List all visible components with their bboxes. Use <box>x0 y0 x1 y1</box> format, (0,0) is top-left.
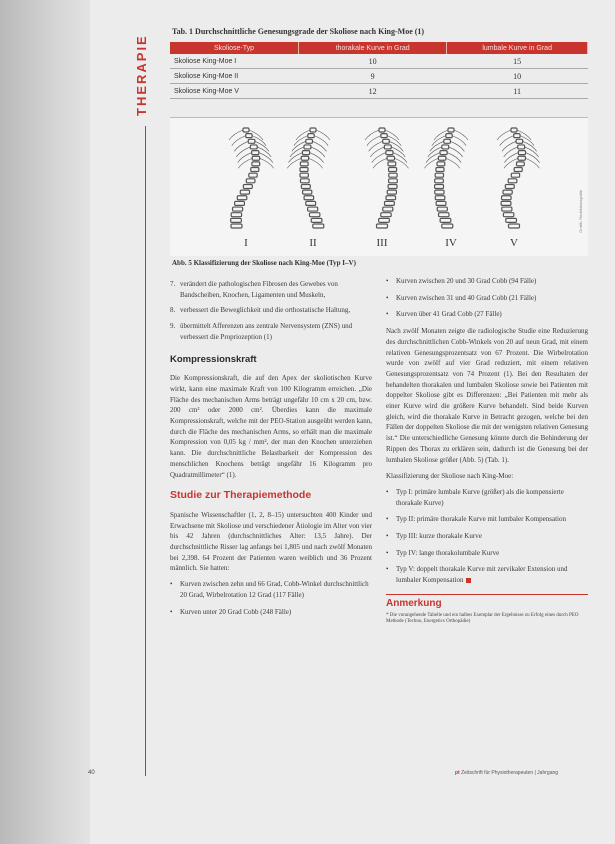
page-footer <box>455 770 558 776</box>
vertebra <box>435 173 443 177</box>
bullet-icon: • <box>386 487 389 496</box>
page-number: 40 <box>88 770 95 776</box>
vertebra <box>306 201 316 205</box>
vertebra <box>514 168 522 172</box>
heading-kompressionskraft: Kompressionskraft <box>170 353 257 365</box>
vertebra <box>237 196 247 200</box>
section-rule <box>145 126 146 776</box>
table-row <box>170 69 588 84</box>
vertebra <box>444 139 451 143</box>
list-item <box>386 514 588 525</box>
list-item-text: Typ V: doppelt thorakale Kurve mit zervikaler Extension und lumbaler Kompensation <box>396 565 568 585</box>
bullet-icon: • <box>386 293 389 302</box>
list-item <box>386 531 588 542</box>
item-text: verändert die pathologischen Fibrosen des Gewebes von Bandscheiben, Knochen, Ligamenten und Muskeln, <box>180 280 338 299</box>
vertebra <box>436 201 446 205</box>
table-caption: Tab. 1 Durchschnittliche Genesungsgrade der Skoliose nach King-Moe (1) <box>172 27 425 36</box>
footer-prefix: pt <box>455 770 460 776</box>
vertebra <box>435 179 444 183</box>
vertebra <box>300 173 308 177</box>
vertebra <box>311 218 322 222</box>
vertebra <box>438 156 445 160</box>
bullet-icon: • <box>386 548 389 557</box>
vertebra <box>435 184 444 188</box>
vertebra <box>386 196 396 200</box>
item-number: 7. <box>170 280 176 288</box>
table-cell: Skoliose King-Moe V <box>170 84 299 99</box>
spine-drawing <box>287 128 330 228</box>
list-item-text: Kurven zwischen 20 und 30 Grad Cobb (94 Fälle) <box>396 277 537 285</box>
item-number: 9. <box>170 322 176 331</box>
vertebra <box>246 179 255 183</box>
vertebra <box>235 201 245 205</box>
note-text: * Die vorangehende Tabelle und ein halbes Exemplar der Ergebnisse zu Erfolg eines durch PEO Methode (Techno, Energetics Orthopädie) <box>386 612 579 625</box>
vertebra <box>300 168 308 172</box>
list-item-text: Typ I: primäre lumbale Kurve (größer) als die kompensierte thorakale Kurve) <box>396 487 564 507</box>
vertebra <box>383 207 393 211</box>
vertebra <box>437 162 445 166</box>
vertebra <box>387 190 396 194</box>
table-header: lumbale Kurve in Grad <box>447 42 588 54</box>
vertebra <box>246 134 252 138</box>
list-item <box>170 579 372 600</box>
table-header-row <box>170 42 588 54</box>
numbered-item <box>170 305 372 316</box>
item-text: verbessert die Beweglichkeit und die orthostatische Haltung, <box>180 306 351 315</box>
vertebra <box>516 139 523 143</box>
spine-drawings <box>229 128 540 228</box>
list-item <box>386 564 588 585</box>
spine-drawing <box>229 128 274 228</box>
list-item-text: Typ II: primäre thorakale Kurve mit lumbaler Kompensation <box>396 515 566 524</box>
numbered-item <box>170 321 372 342</box>
figure-caption: Abb. 5 Klassifizierung der Skoliose nach King-Moe (Typ I–V) <box>172 259 356 267</box>
vertebra <box>388 184 397 188</box>
vertebra <box>502 207 512 211</box>
bullet-icon: • <box>170 607 173 616</box>
spine-drawing <box>497 128 540 228</box>
bullet-icon: • <box>386 277 389 285</box>
vertebra <box>386 151 393 155</box>
vertebra <box>304 196 314 200</box>
bullet-icon: • <box>170 580 173 589</box>
vertebra <box>511 173 519 177</box>
table-cell: 10 <box>447 69 588 84</box>
vertebra <box>387 156 394 160</box>
vertebra <box>436 168 444 172</box>
vertebra <box>381 213 391 217</box>
list-item-text: Kurven zwischen zehn und 66 Grad, Cobb-Winkel durchschnittlich 20 Grad, Wirbelrotation 12 Grad (117 Fälle) <box>180 580 369 599</box>
classification-title: Klassifizierung der Skoliose nach King-Moe: <box>386 472 514 481</box>
vertebra <box>503 190 512 194</box>
table-header: thorakale Kurve in Grad <box>299 42 447 54</box>
spine-label-4: IV <box>445 237 457 249</box>
spine-drawing <box>365 128 409 228</box>
vertebra <box>301 184 310 188</box>
vertebra <box>301 156 308 160</box>
vertebra <box>251 168 259 172</box>
kompression-paragraph: Die Kompressionskraft, die auf den Apex der skoliotischen Kurve wirkt, kann eine maximale Kraft von 100 Kilogramm erreichen. „Die Fläche des mechanischen Arms beträgt ungefähr 10 cm x 20 cm, bzw. 200 cm² oder 2000 cm². Überdies kann die maximale Kompressionskraft, welche mit der PEO-Station ausgeübt werden kann, durch die Fläche des mechanischen Arms, so erhält man die maximale Kompression von 0,05 kg / mm², der man den Knochen unterziehen kann. Die durchschnittliche Belastbarkeit der Kompression des menschlichen Knochens beträgt ungefähr 16 Kilogramm pro Quadratmillimeter“ (1). <box>170 374 372 479</box>
vertebra <box>231 218 242 222</box>
figure-credit: Grafik: Redaktionsgrafik <box>578 190 583 233</box>
list-item-text: Typ III: kurze thorakale Kurve <box>396 532 482 541</box>
vertebra <box>383 139 390 143</box>
vertebra <box>506 218 517 222</box>
vertebra <box>514 134 520 138</box>
vertebra <box>388 162 396 166</box>
table-cell: 10 <box>299 54 447 69</box>
left-column <box>170 279 372 623</box>
vertebra <box>518 145 525 149</box>
vertebra <box>502 196 512 200</box>
item-number: 8. <box>170 306 176 315</box>
vertebra <box>309 213 319 217</box>
vertebra <box>518 156 525 160</box>
studie-paragraph: Spanische Wissenschaftler (1, 2, 8–15) untersuchten 400 Kinder und Erwachsene mit Skoliose und verschiedener Ätiologie im Alter von vier bis 42 Jahren (durchschnittliches Alter: 13,5 Jahre). Der durchschnittliche Risser lag anfangs bei 1,805 und nach zwölf Monaten bei 2,398. 64 Prozent der Patienten waren weiblich und 36 Prozent männlich. Sie hatten: <box>170 510 372 573</box>
note-heading: Anmerkung <box>386 597 442 609</box>
table-cell: Skoliose King-Moe II <box>170 69 299 84</box>
numbered-item <box>170 279 372 300</box>
vertebra <box>300 179 309 183</box>
list-item-text: Typ IV: lange thorakolumbale Kurve <box>396 548 500 557</box>
vertebra <box>384 201 394 205</box>
vertebra <box>518 151 525 155</box>
vertebra <box>511 128 517 132</box>
item-text: übermittelt Afferenzen ans zentrale Nervensystem (ZNS) und verbessert die Propriozeption (1) <box>180 322 353 341</box>
vertebra <box>446 134 452 138</box>
vertebra <box>240 190 249 194</box>
vertebra <box>389 168 397 172</box>
vertebra <box>442 145 449 149</box>
vertebra <box>252 151 259 155</box>
list-item <box>386 293 588 304</box>
spine-label-3: III <box>376 237 388 249</box>
bullet-icon: • <box>386 565 389 574</box>
list-item-text: Kurven unter 20 Grad Cobb (248 Fälle) <box>180 607 292 616</box>
vertebra <box>379 128 385 132</box>
vertebra <box>308 134 314 138</box>
spine-illustrations <box>170 118 588 256</box>
vertebra <box>313 224 324 228</box>
bullet-icon: • <box>386 532 389 541</box>
spine-label-1: I <box>244 237 248 249</box>
list-item <box>386 276 588 287</box>
footer-text: Zeitschrift für Physiotherapeuten | Jahrgang <box>461 770 559 776</box>
vertebra <box>250 145 257 149</box>
results-paragraph: Nach zwölf Monaten zeigte die radiologische Studie eine Reduzierung des durchschnittlichen Cobb-Winkels von 20 auf neun Grad, mit einem relativen Genesungsprozentsatz von 67 Prozent. Die Wirbelrotation wurde von zwölf auf vier Grad reduziert, mit einem relativen Genesungsprozentsatz von 74 Prozent (1). Bei den Resultaten der behandelten thorakalen und lumbalen Skoliose sowie bei Patienten mit doppelter Skoliose gibt es Differenzen: „Bei Patienten mit mehr als einer Kurve wird die größere Kurve behandelt. Sind beide Kurven gleich, wird die thorakale Kurve in Betracht gezogen, welche bei den Fällen der doppelten Skoliose die mit der wenigsten relativen Genesung ist.“ Die unterschiedliche Genesung könnte durch die Behinderung der Rippen des Thorax zu erklären sein, dadurch ist die Genesung bei der lumbalen Skoliose größer (Abb. 5) (Tab. 1). <box>386 327 588 464</box>
table-header: Skoliose-Typ <box>170 42 299 54</box>
vertebra <box>503 213 513 217</box>
table-cell: 11 <box>447 84 588 99</box>
vertebra <box>501 201 511 205</box>
table-row <box>170 84 588 99</box>
vertebra <box>508 179 517 183</box>
vertebra <box>300 162 308 166</box>
table-cell: 9 <box>299 69 447 84</box>
page-shadow-edge <box>0 0 90 844</box>
vertebra <box>308 207 318 211</box>
section-label: THERAPIE <box>134 34 149 116</box>
vertebra <box>252 162 260 166</box>
table-row <box>170 54 588 69</box>
heading-studie: Studie zur Therapiemethode <box>170 489 312 502</box>
vertebra <box>437 207 447 211</box>
vertebra <box>435 196 445 200</box>
list-item <box>386 487 588 508</box>
vertebra <box>377 224 388 228</box>
vertebra <box>442 224 453 228</box>
list-item <box>386 548 588 559</box>
vertebra <box>381 134 387 138</box>
spine-drawing <box>424 128 468 228</box>
vertebra <box>252 156 259 160</box>
vertebra <box>517 162 525 166</box>
spine-classification-figure <box>170 117 588 256</box>
list-item <box>170 607 372 618</box>
vertebra <box>440 218 451 222</box>
vertebra <box>233 207 243 211</box>
vertebra <box>448 128 454 132</box>
list-item-text: Kurven über 41 Grad Cobb (27 Fälle) <box>396 310 502 319</box>
end-mark-icon <box>466 578 471 583</box>
vertebra <box>505 184 514 188</box>
vertebra <box>231 213 241 217</box>
vertebra <box>306 139 313 143</box>
vertebra <box>440 151 447 155</box>
spine-label-5: V <box>510 237 518 249</box>
bullet-icon: • <box>386 310 389 319</box>
table-cell: Skoliose King-Moe I <box>170 54 299 69</box>
vertebra <box>310 128 316 132</box>
vertebra <box>231 224 242 228</box>
bullet-icon: • <box>386 515 389 524</box>
vertebra <box>379 218 390 222</box>
vertebra <box>243 128 249 132</box>
list-item-text: Kurven zwischen 31 und 40 Grad Cobb (21 Fälle) <box>396 293 537 302</box>
vertebra <box>509 224 520 228</box>
vertebra <box>389 179 398 183</box>
vertebra <box>439 213 449 217</box>
list-item <box>386 309 588 320</box>
vertebra <box>248 139 255 143</box>
right-column <box>386 276 588 626</box>
table-cell: 12 <box>299 84 447 99</box>
vertebra <box>249 173 257 177</box>
spine-label-2: II <box>309 237 317 249</box>
recovery-table <box>170 42 588 99</box>
vertebra <box>243 184 252 188</box>
table-cell: 15 <box>447 54 588 69</box>
vertebra <box>304 145 311 149</box>
vertebra <box>389 173 397 177</box>
note-divider <box>386 594 588 595</box>
vertebra <box>384 145 391 149</box>
vertebra <box>435 190 444 194</box>
vertebra <box>303 190 312 194</box>
vertebra <box>302 151 309 155</box>
